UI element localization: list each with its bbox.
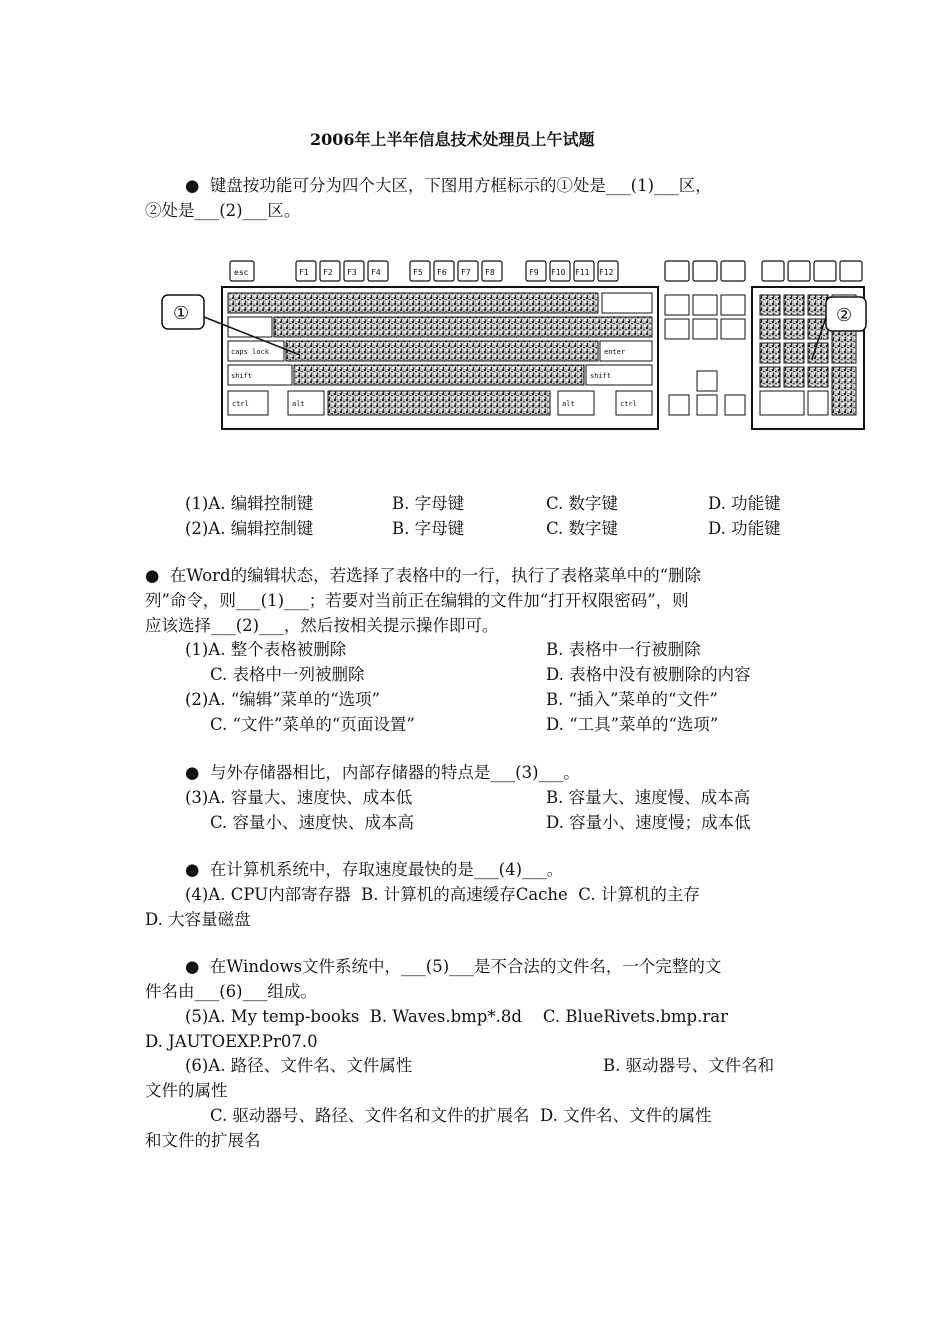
q2-opt1-b: B. 表格中一行被删除 [546, 640, 701, 659]
f2-label: F2 [323, 268, 333, 277]
letter-keys [228, 293, 652, 415]
f5-label: F5 [413, 268, 423, 277]
f6-label: F6 [437, 268, 447, 277]
q1-opt2-b: B. 字母键 [392, 519, 465, 538]
q4-line1: ● 在计算机系统中，存取速度最快的是___(4)___。 [185, 860, 564, 879]
q2-opt2-d: D. “工具”菜单的“选项” [546, 715, 719, 734]
shift-right-label: shift [590, 372, 612, 380]
f10-label: F10 [551, 268, 566, 277]
q2-opt2-b: B. “插入”菜单的“文件” [546, 690, 718, 709]
keyboard-diagram [160, 255, 870, 435]
q5-line7: C. 驱动器号、路径、文件名和文件的扩展名 D. 文件名、文件的属性 [210, 1106, 712, 1125]
q1-opt1-c: C. 数字键 [546, 494, 619, 513]
capslock-label: caps lock [231, 348, 269, 356]
editing-keys [665, 295, 745, 415]
ctrl-left-label: ctrl [232, 400, 249, 408]
q1-opt1-d: D. 功能键 [708, 494, 781, 513]
q2-opt2-c: C. “文件”菜单的“页面设置” [210, 715, 415, 734]
esc-label: esc [234, 268, 249, 277]
q1-opt1-b: B. 字母键 [392, 494, 465, 513]
f1-label: F1 [299, 268, 309, 277]
q5-line5-b: B. 驱动器号、文件名和 [603, 1056, 775, 1075]
q5-line3: (5)A. My temp-books B. Waves.bmp*.8d C. BlueRivets.bmp.rar [185, 1007, 728, 1026]
q3-opt-d: D. 容量小、速度慢；成本低 [546, 813, 751, 832]
q3-opt-a: (3)A. 容量大、速度快、成本低 [185, 788, 413, 807]
q1-opt2-a: (2)A. 编辑控制键 [185, 519, 314, 538]
f7-label: F7 [461, 268, 471, 277]
q1-opt2-d: D. 功能键 [708, 519, 781, 538]
q5-line1: ● 在Windows文件系统中，___(5)___是不合法的文件名，一个完整的文 [185, 957, 722, 976]
q1-opt2-c: C. 数字键 [546, 519, 619, 538]
shift-left-label: shift [231, 372, 253, 380]
q4-line2: (4)A. CPU内部寄存器 B. 计算机的高速缓存Cache C. 计算机的主存 [185, 885, 700, 904]
f11-label: F11 [575, 268, 590, 277]
alt-left-label: alt [292, 400, 305, 408]
alt-right-label: alt [562, 400, 575, 408]
q2-opt1-a: (1)A. 整个表格被删除 [185, 640, 347, 659]
q1-line2: ②处是___(2)___区。 [145, 201, 301, 220]
q1-line1: ● 键盘按功能可分为四个大区，下图用方框标示的①处是___(1)___区， [185, 176, 712, 195]
callout-2-label: ② [836, 305, 853, 326]
q2-line1: ● 在Word的编辑状态，若选择了表格中的一行，执行了表格菜单中的“删除 [145, 566, 702, 585]
f9-label: F9 [529, 268, 539, 277]
q5-line4: D. JAUTOEXP.Pr07.0 [145, 1032, 318, 1051]
q5-line8: 和文件的扩展名 [145, 1131, 261, 1150]
q2-opt1-c: C. 表格中一列被删除 [210, 665, 365, 684]
q1-opt1-a: (1)A. 编辑控制键 [185, 494, 314, 513]
q2-line3: 应该选择___(2)___，然后按相关提示操作即可。 [145, 616, 499, 635]
q3-opt-b: B. 容量大、速度慢、成本高 [546, 788, 751, 807]
q2-opt2-a: (2)A. “编辑”菜单的“选项” [185, 690, 381, 709]
f8-label: F8 [485, 268, 495, 277]
q5-line2: 件名由___(6)___组成。 [145, 982, 317, 1001]
callout-1-label: ① [173, 303, 190, 324]
f12-label: F12 [599, 268, 614, 277]
q3-opt-c: C. 容量小、速度快、成本高 [210, 813, 415, 832]
ctrl-right-label: ctrl [620, 400, 637, 408]
q2-opt1-d: D. 表格中没有被删除的内容 [546, 665, 751, 684]
enter-label: enter [604, 348, 626, 356]
q5-line5-a: (6)A. 路径、文件名、文件属性 [185, 1056, 413, 1075]
page-title: 2006年上半年信息技术处理员上午试题 [310, 130, 595, 149]
f4-label: F4 [371, 268, 381, 277]
q4-line3: D. 大容量磁盘 [145, 910, 251, 929]
q5-line6: 文件的属性 [145, 1081, 228, 1100]
f3-label: F3 [347, 268, 357, 277]
q2-line2: 列”命令，则___(1)___；若要对当前正在编辑的文件加“打开权限密码”，则 [145, 591, 689, 610]
q3-line1: ● 与外存储器相比，内部存储器的特点是___(3)___。 [185, 763, 580, 782]
